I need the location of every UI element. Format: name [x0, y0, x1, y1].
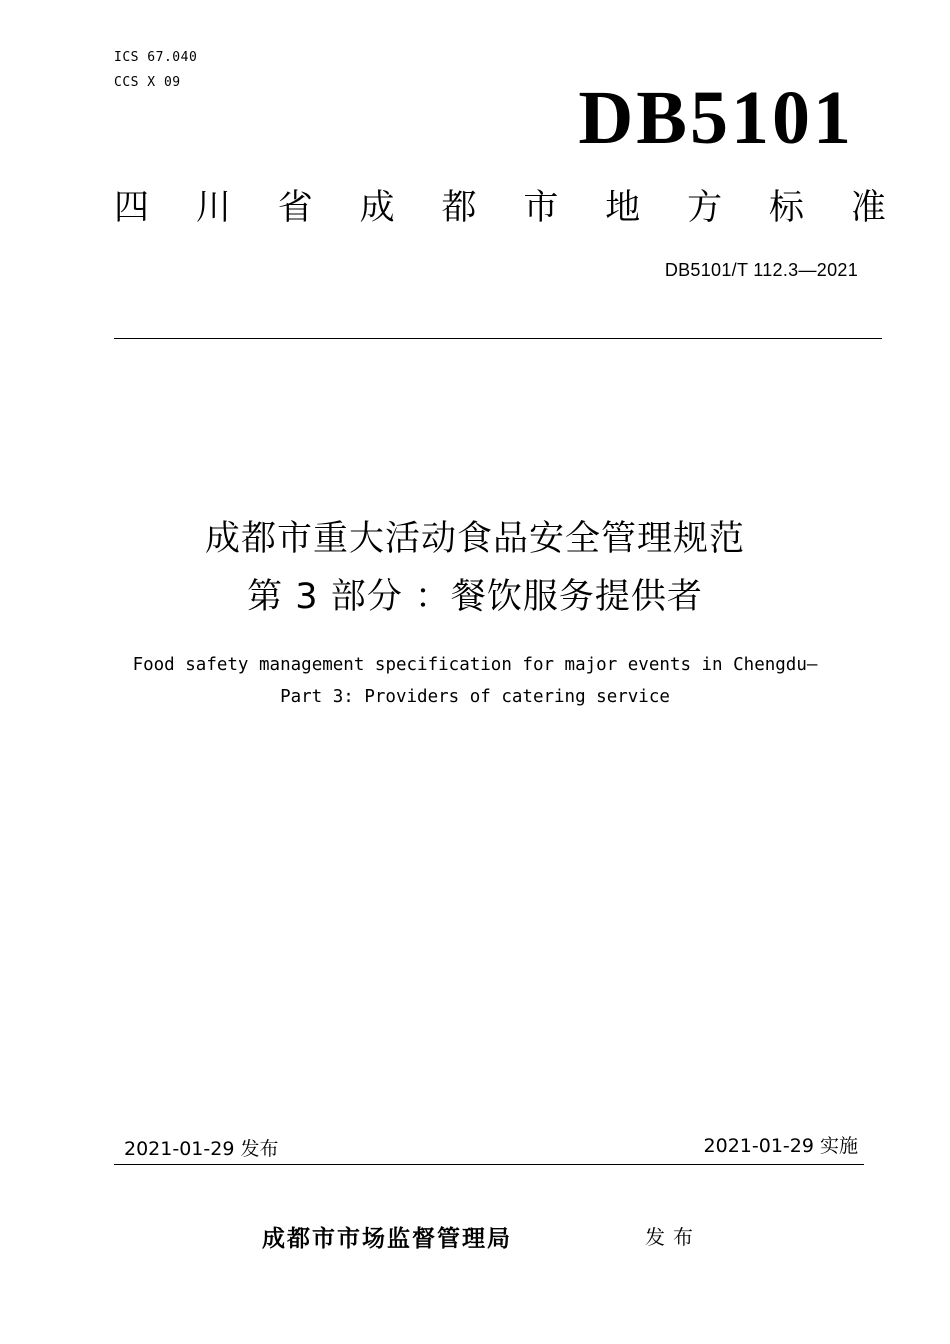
implementation-date: 2021-01-29 实施	[703, 1135, 858, 1157]
standard-type-heading	[114, 186, 886, 230]
header-divider	[114, 338, 882, 339]
title-chinese-line-1: 成都市重大活动食品安全管理规范	[204, 519, 745, 559]
issuing-authority: 成都市市场监督管理局	[262, 1226, 512, 1252]
standard-type-char: 成	[359, 188, 395, 228]
standard-type-char: 准	[850, 188, 886, 228]
standard-code-logo: DB5101	[578, 76, 854, 160]
standard-type-char: 方	[687, 188, 723, 228]
standard-type-char: 省	[277, 188, 313, 228]
ics-code: ICS 67.040	[114, 50, 198, 65]
standard-type-char: 四	[114, 188, 150, 228]
title-chinese-line-2: 第 3 部分 ：餐饮服务提供者	[247, 577, 703, 617]
standard-number: DB5101/T 112.3—2021	[664, 260, 858, 280]
standard-type-char: 市	[523, 188, 559, 228]
issue-label: 发布	[645, 1225, 701, 1249]
issue-date: 2021-01-29 发布	[124, 1138, 279, 1160]
standard-type-char: 川	[195, 188, 231, 228]
standard-type-char: 标	[769, 188, 805, 228]
standard-type-char: 地	[605, 188, 641, 228]
ccs-code: CCS X 09	[114, 75, 181, 90]
footer-divider	[114, 1164, 864, 1165]
title-english-line-2: Part 3: Providers of catering service	[280, 687, 670, 707]
standard-type-char: 都	[441, 188, 477, 228]
title-english-line-1: Food safety management specification for major events in Chengdu—	[132, 655, 818, 675]
